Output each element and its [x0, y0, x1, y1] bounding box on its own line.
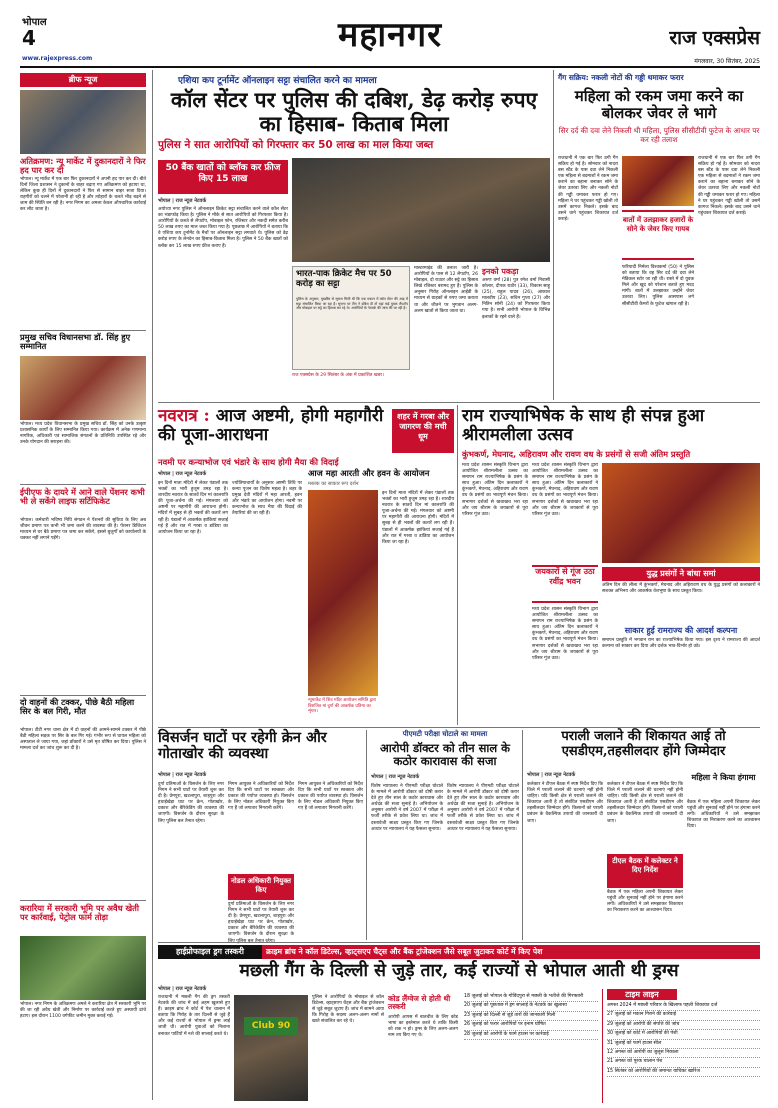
drugs-banner — [158, 945, 760, 959]
brief-headline-3: ईपीएफ के दायरे में आने वाले पेंशनर कभी भी ले सकेंगे लाइफ सर्टिफिकेट — [20, 487, 145, 507]
brief-headline-2: प्रमुख सचिव विधानसभा डॉ. सिंह हुए सम्मानित — [20, 332, 131, 352]
parali-side-body: बैठक में एक महिला अपनी शिकायत लेकर पहुंची और सुनवाई नहीं होने पर हंगामा करने लगी। अधिकारियों ने उसे समझाकर शिकायत का निराकरण करने का आश्वासन दिया। — [687, 800, 760, 830]
visarjan-body-2: निगम आयुक्त ने अधिकारियों को निर्देश दिए कि सभी घाटों पर स्वच्छता और प्रकाश की पर्याप्त व्यवस्था हो। विसर्जन के लिए नोडल अधिकारी नियुक्त किए गए हैं जो लगातार निगरानी करेंगे। — [228, 782, 294, 812]
code-body: आरोपी आपस में बातचीत के लिए कोड भाषा का इस्तेमाल करते थे ताकि किसी को शक न हो। ड्रग्स के लिए अलग-अलग नाम तय किए गए थे। — [388, 1015, 458, 1039]
parali-box: टीएल बैठक में कलेक्टर ने दिए निर्देश — [607, 854, 683, 888]
parali-headline: पराली जलाने की शिकायत आई तो एसडीएम,तहसीलदार होंगे जिम्मेदार — [561, 729, 726, 759]
timeline-item: 12 अगस्त को आरोपी का जुलूस निकाला — [607, 1049, 760, 1058]
timeline-list — [607, 1002, 760, 1077]
betting-body: अयोध्या नगर पुलिस ने ऑनलाइन क्रिकेट सट्टा संचालित करने वाले कॉल सेंटर का भंडाफोड़ किया है। पुलिस ने मौके से सात आरोपियों को गिरफ्तार किया है। आरोपियों के कब्जे से लैपटॉप, मोबाइल फोन, रजिस्टर और नकदी समेत करीब 50 लाख रुपए का माल जब्त किया गया है। पूछताछ में आरोपियों ने बताया कि वे एशिया कप टूर्नामेंट के मैचों पर ऑनलाइन सट्टा लगवाते थे। पुलिस को डेढ़ करोड़ रुपए के लेनदेन का हिसाब-किताब मिला है। पुलिस ने 50 बैंक खातों को ब्लॉक कर 15 लाख रुपए फ्रीज कराए हैं। — [158, 207, 288, 249]
brief-body-5: भोपाल। नगर निगम के अतिक्रमण अमले ने करारिया क्षेत्र में सरकारी भूमि पर की जा रही अवैध खेती और निर्माण पर कार्रवाई करते हुए अस्थायी ढांचे हटाए। इस दौरान 1100 वर्गफीट जमीन मुक्त कराई गई। — [20, 1002, 146, 1020]
ramlila-headline: राम राज्याभिषेक के साथ ही संपन्न हुआ श्रीरामलीला उत्सव — [462, 406, 705, 446]
mid-list-item: 28 जुलाई को आरोपी के फार्म हाउस पर कार्रवाई — [464, 1031, 598, 1040]
story-visarjan — [158, 730, 363, 940]
mid-list-item: 20 जुलाई को पूछताछ में ड्रग सप्लाई के नेटवर्क का खुलासा — [464, 1002, 598, 1011]
navratri-side-head: आज महा आरती और हवन के आयोजन — [308, 468, 430, 478]
doctor-body-2: विशेष न्यायालय ने पीएमटी परीक्षा घोटाले के मामले में आरोपी डॉक्टर को दोषी करार देते हुए तीन साल के कठोर कारावास और अर्थदंड की सजा सुनाई है। अभियोजन के अनुसार आरोपी ने वर्ष 2007 में परीक्षा में फर्जी तरीके से प्रवेश लिया था। जांच में दस्तावेजी साक्ष्य प्रस्तुत किए गए जिनके आधार पर न्यायालय ने यह फैसला सुनाया। — [447, 784, 519, 832]
page-number: 4 — [22, 26, 36, 50]
visarjan-body-3: दुर्गा प्रतिमाओं के विसर्जन के लिए नगर निगम ने सभी घाटों पर तैयारी शुरू कर दी है। प्रेमपुरा, खटलापुरा, शाहपुरा और हथाईखेड़ा घाट पर क्रेन, गोताखोर, प्रकाश और बैरिकेडिंग की व्यवस्था की जाएगी। विसर्जन के दौरान सुरक्षा के — [228, 902, 294, 938]
code-head: कोड लैंग्वेज से होती थी तस्करी — [388, 994, 451, 1012]
ramlila-body-3: मध्य प्रदेश शासन संस्कृति विभाग द्वारा आयोजित श्रीरामलीला उत्सव का समापन राम राज्याभिषेक के प्रसंग के साथ हुआ। अंतिम दिन कलाकारों ने कुंभकर्ण, मेघनाद, अहिरावण और रावण वध के प्रसंगों का भावपूर्ण मंचन किया। सभागार दर्शकों से खचाखच भरा रहा और जय श्रीराम के जयकारों से पूरा परिसर गूंज उठा। — [532, 607, 598, 661]
brief-body-2: भोपाल। मध्य प्रदेश विधानसभा के प्रमुख सचिव डॉ. सिंह को उनके उत्कृष्ट प्रशासनिक कार्यों के लिए सम्मानित किया गया। कार्यक्रम में अनेक गणमान्य नागरिक, अधिकारी एवं सामाजिक संगठनों के प्रतिनिधि उपस्थित रहे और उनके योगदान की सराहना की। — [20, 422, 146, 446]
visarjan-body-4: निगम आयुक्त ने अधिकारियों को निर्देश दिए कि सभी घाटों पर स्वच्छता और प्रकाश की पर्याप्त व्यवस्था हो। विसर्जन के लिए नोडल अधिकारी नियुक्त किए गए हैं जो लगातार निगरानी करेंगे। — [298, 782, 363, 812]
visarjan-headline: विसर्जन घाटों पर रहेगी क्रेन और गोताखोर की व्यवस्था — [158, 729, 327, 763]
story-drugs — [158, 945, 760, 1103]
ramlila-body: मध्य प्रदेश शासन संस्कृति विभाग द्वारा आयोजित श्रीरामलीला उत्सव का समापन राम राज्याभिषेक के प्रसंग के साथ हुआ। अंतिम दिन कलाकारों ने कुंभकर्ण, मेघनाद, अहिरावण और रावण वध के प्रसंगों का भावपूर्ण मंचन किया। सभागार दर्शकों से खचाखच भरा रहा और जय श्रीराम के जयकारों से पूरा परिसर गूंज उठा। — [462, 463, 528, 517]
gold-box: बातों में उलझाकर हजारों के सोने के जेवर किए गायब — [622, 210, 694, 260]
durga-caption: न्यूमार्केट में शिव मंदिर आयोजन समिति द्वारा विराजित मां दुर्गा की आकर्षक प्रतिमा का शृंगार। — [308, 698, 376, 714]
drugs-body-2: पुलिस ने आरोपियों के मोबाइल से कॉल डिटेल्स, व्हाट्सएप चैट्स और बैंक ट्रांजेक्शन से जुड़े सबूत जुटाए हैं। जांच में सामने आया कि गिरोह के सदस्य अलग-अलग नामों से खाते संचालित कर रहे थे। — [312, 995, 384, 1025]
city-label: भोपाल — [22, 17, 47, 28]
story-betting — [158, 70, 550, 400]
story-gold-theft — [558, 70, 760, 400]
navratri-headline — [158, 407, 388, 445]
timeline-item: अगस्त 2024 में मछली परिवार के खिलाफ पहली शिकायत दर्ज — [607, 1002, 760, 1011]
paper-name: राज एक्सप्रेस — [669, 27, 760, 49]
parali-body: कलेक्टर ने टीएल बैठक में स्पष्ट निर्देश दिए कि जिले में पराली जलाने की घटनाएं नहीं होनी चाहिए। यदि किसी क्षेत्र से पराली जलाने की शिकायत आती है तो संबंधित एसडीएम और तहसीलदार जिम्मेदार होंगे। किसानों को पराली प्रबंधन के वैकल्पिक उपायों की जानकारी दी जाए। — [527, 782, 603, 824]
brief-news-column — [20, 70, 146, 1100]
betting-body-3: मास्टरमाइंड की तलाश जारी है। आरोपियों के पास से 12 लैपटॉप, 26 मोबाइल, दो राउटर और सट्टे का हिसाब लिखे रजिस्टर बरामद हुए हैं। पुलिस के अनुसार गिरोह ऑनलाइन आईडी के माध्यम से ग्राहकों से रुपए जमा कराता था और जीतने पर भुगतान अलग-अलग खातों से किया जाता था। — [414, 266, 478, 314]
ramlila-subhead: कुंभकर्ण, मेघनाद, अहिरावण और रावण वध के प्रसंगों से सजी अंतिम प्रस्तुति — [462, 449, 691, 459]
site-url[interactable]: www.rajexpress.com — [22, 55, 93, 62]
issue-date: मंगलवार, 30 सितंबर, 2025 — [694, 58, 760, 65]
poster-caption: राज एक्सप्रेस के 29 सितंबर के अंक में प्रकाशित खबर। — [292, 373, 384, 378]
drugs-byline: भोपाल | राज न्यूज नेटवर्क — [158, 986, 207, 992]
gold-kicker: गैंग सक्रिय: नकली नोटों की गड्डी थमाकर फरार — [558, 73, 684, 82]
timeline-item: 30 जुलाई को कोर्ट में आरोपियों की पेशी — [607, 1030, 760, 1039]
navratri-body-2: ज्योतिषाचार्यों के अनुसार अष्टमी तिथि पर कन्या पूजन का विशेष महत्व है। शहर के प्रमुख देवी मंदिरों में महा आरती, हवन और भंडारे का आयोजन होगा। नवमी पर कन्याभोज के साथ मैया की विदाई की तैयारियां की जा रही हैं। — [232, 481, 302, 517]
story-navratri — [158, 405, 454, 725]
parali-body-3: बैठक में एक महिला अपनी शिकायत लेकर पहुंची और सुनवाई नहीं होने पर हंगामा करने लगी। अधिकारियों ने उसे समझाकर शिकायत का निराकरण करने का आश्वासन दिया। — [607, 890, 683, 914]
ramlila-body-2: मध्य प्रदेश शासन संस्कृति विभाग द्वारा आयोजित श्रीरामलीला उत्सव का समापन राम राज्याभिषेक के प्रसंग के साथ हुआ। अंतिम दिन कलाकारों ने कुंभकर्ण, मेघनाद, अहिरावण और रावण वध के प्रसंगों का भावपूर्ण मंचन किया। सभागार दर्शकों से खचाखच भरा रहा और जय श्रीराम के जयकारों से पूरा परिसर गूंज उठा। — [532, 463, 598, 517]
photo-jewellery — [622, 156, 694, 206]
gold-headline: महिला को रकम जमा करने का बोलकर जेवर ले भागे — [574, 87, 744, 122]
timeline-title: टाइम लाइन — [607, 989, 677, 1000]
betting-kicker: एशिया कप टूर्नामेंट ऑनलाइन सट्टा संचालित करने का मामला — [178, 76, 377, 86]
timeline-item: 29 जुलाई को आरोपी की संपत्ति की जांच — [607, 1021, 760, 1030]
timeline-item: 15 सितंबर को आरोपियों की जमानत याचिका खारिज — [607, 1068, 760, 1077]
ramlila-box: जयकारों से गूंज उठा रवींद्र भवन — [532, 565, 598, 603]
photo-encroachment — [20, 936, 146, 1000]
poster-body: पुलिस के अनुसार, मुखबिर से सूचना मिली थी कि एक मकान में कॉल सेंटर की आड़ में सट्टा संचालित किया जा रहा है। सूचना पर टीम ने दबिश दी तो वहां कई युवक लैपटॉप और मोबाइल पर सट्टे का हिसाब कर रहे थे। आरोपियों के नेटवर्क की जांच की जा रही है। — [296, 297, 408, 311]
brief-news-label: ब्रीफ न्यूज — [20, 73, 146, 87]
navratri-subhead: नवमी पर कन्याभोज एवं भंडारे के साथ होगी मैया की विदाई — [158, 457, 339, 467]
visarjan-box: नोडल अधिकारी नियुक्त किए — [228, 874, 294, 900]
doctor-headline: आरोपी डॉक्टर को तीन साल के कठोर कारावास की सजा — [380, 741, 510, 768]
betting-poster — [292, 266, 410, 370]
visarjan-byline: भोपाल | राज न्यूज नेटवर्क — [158, 772, 207, 778]
navratri-box: शहर में गरबा और जागरण की मची धूम — [392, 409, 454, 453]
photo-ramlila-stage — [602, 463, 760, 563]
gold-body-3: राजधानी में एक बार फिर ठगी गैंग सक्रिय हो गई है। सोमवार को नादरा बस स्टैंड के पास दवा लेने निकली एक महिला से बदमाशों ने रकम जमा कराने का बहाना बनाकर सोने के जेवर उतरवा लिए और नकली नोटों की गड्डी थमाकर फरार हो गए। महिला ने घर पहुंचकर गड्डी खोली तो उसमें कागज निकले। इसके बाद उसने थाने पहुंचकर शिकायत दर्ज कराई। — [698, 156, 760, 216]
brief-body-3: भोपाल। कर्मचारी भविष्य निधि संगठन ने पेंशनरों की सुविधा के लिए अब जीवन प्रमाण पत्र कभी भी जमा करने की व्यवस्था की है। पेंशनर डिजिटल माध्यम से घर बैठे प्रमाण पत्र जमा कर सकेंगे, इससे बुजुर्गों को कार्यालयों के चक्कर नहीं लगाने पड़ेंगे। — [20, 518, 146, 542]
saakar-head: साकार हुई रामराज्य की आदर्श कल्पना — [624, 626, 738, 635]
mid-list-item: 18 जुलाई को भोपाल के गोविंदपुरा से मछली के भतीजे की गिरफ्तारी — [464, 993, 598, 1002]
mid-list-item: 23 जुलाई को दिल्ली से जुड़े तारों की जानकारी मिली — [464, 1012, 598, 1021]
war-body: अंतिम दिन की लीला में कुंभकर्ण, मेघनाद और अहिरावण वध के युद्ध प्रसंगों को कलाकारों ने सशक्त अभिनय और आकर्षक वेशभूषा के साथ प्रस्तुत किया। — [602, 583, 760, 595]
mid-list-item: 26 जुलाई को फरार आरोपियों पर इनाम घोषित — [464, 1021, 598, 1030]
story-parali — [527, 730, 760, 940]
betting-subhead: पुलिस ने सात आरोपियों को गिरफ्तार कर 50 लाख का माल किया जब्त — [158, 139, 434, 151]
brief-body-1: भोपाल। न्यू मार्केट में एक बार फिर दुकानदारों ने अपनी हद पार कर दी। बीते दिनों जिला प्रशासन ने दुकानों के बाहर बढ़ाए गए अतिक्रमण को हटाया था, लेकिन कुछ ही दिनों में दुकानदारों ने फिर से सामान बाहर सजा दिया। राहगीरों को चलने में परेशानी हो रही है और त्योहारों के चलते भीड़ बढ़ने से जाम की स्थिति बन रही है। नगर निगम का अमला केवल औपचारिक कार्रवाई कर लौट जाता है। — [20, 177, 146, 213]
timeline-item: 21 अगस्त को पूरक चालान पेश — [607, 1058, 760, 1067]
timeline-item: 27 जुलाई को मकान गिराने की कार्रवाई — [607, 1011, 760, 1020]
photo-new-market — [20, 90, 146, 154]
brief-body-4: भोपाल। टीटी नगर थाना क्षेत्र में दो वाहनों की आमने-सामने टक्कर में पीछे बैठी महिला सड़क पर सिर के बल गिर गई। गंभीर रूप से घायल महिला को अस्पताल ले जाया गया, जहां डॉक्टरों ने उसे मृत घोषित कर दिया। पुलिस ने मामला दर्ज कर जांच शुरू कर दी है। — [20, 728, 146, 752]
gold-body-2: फरियादी निर्मला विश्वकर्मा (50) ने पुलिस को बताया कि वह सिर दर्द की दवा लेने मेडिकल स्टोर जा रही थी। रास्ते में दो युवक मिले और खुद को परेशान बताते हुए मदद मांगी। बातों में उलझाकर उन्होंने जेवर उतरवा लिए। पुलिस आसपास लगे सीसीटीवी कैमरों के फुटेज खंगाल रही है। — [622, 265, 694, 307]
masthead — [0, 0, 778, 70]
drugs-headline: मछली गैंग के दिल्ली से जुड़े तार, कई राज्यों से भोपाल आती थी ड्रग्स — [239, 961, 679, 981]
betting-byline: भोपाल | राज न्यूज नेटवर्क — [158, 198, 207, 204]
caught-body: अरुण वर्मा (28) पुत्र रमेश वर्मा निवासी कोलार, दीपक राठौर (33), विकास साहू (25), राहुल यादव (26), आकाश मालवीय (23), सचिन गुप्ता (27) और नितिन सोनी (24) को गिरफ्तार किया गया है। सभी आरोपी भोपाल के विभिन्न इलाकों के रहने वाले हैं। — [482, 278, 550, 320]
club-sign: Club 90 — [244, 1017, 298, 1035]
drugs-body: राजधानी में मछली गैंग की ड्रग तस्करी नेटवर्क की जांच में कई अहम खुलासे हुए हैं। क्राइम ब्रांच ने कोर्ट में पेश चालान में बताया कि गिरोह के तार दिल्ली से जुड़े हैं और कई राज्यों से भोपाल में ड्रग्स लाई जाती थी। आरोपी युवाओं को निशाना बनाकर पार्टियों में नशे की सप्लाई करते थे। — [158, 995, 230, 1037]
navratri-headline-text: आज अष्टमी, होगी महागौरी की पूजा-आराधना — [158, 406, 384, 446]
drugs-banner-label: हाईप्रोफाइल ड्रग तस्करी — [158, 945, 262, 959]
brief-headline-5: करारिया में सरकारी भूमि पर अवैध खेती पर कार्रवाई, पेट्रोल फार्म तोड़ा — [20, 903, 139, 923]
doctor-body: विशेष न्यायालय ने पीएमटी परीक्षा घोटाले के मामले में आरोपी डॉक्टर को दोषी करार देते हुए तीन साल के कठोर कारावास और अर्थदंड की सजा सुनाई है। अभियोजन के अनुसार आरोपी ने वर्ष 2007 में परीक्षा में फर्जी तरीके से प्रवेश लिया था। जांच में दस्तावेजी साक्ष्य प्रस्तुत किए गए जिनके आधार पर न्यायालय ने यह फैसला सुनाया। — [371, 784, 443, 832]
parali-body-2: कलेक्टर ने टीएल बैठक में स्पष्ट निर्देश दिए कि जिले में पराली जलाने की घटनाएं नहीं होनी चाहिए। यदि किसी क्षेत्र से पराली जलाने की शिकायत आती है तो संबंधित एसडीएम और तहसीलदार जिम्मेदार होंगे। किसानों को पराली प्रबंधन के वैकल्पिक उपायों की जानकारी दी जाए। — [607, 782, 683, 824]
brief-headline-1: अतिक्रमण: न्यू मार्केट में दुकानदारों ने फिर हद पार कर दी — [20, 156, 146, 176]
timeline-box — [602, 989, 760, 1103]
navratri-headline-label: नवरात्र : — [158, 406, 210, 426]
war-head: युद्ध प्रसंगों ने बांधा समां — [602, 567, 760, 581]
navratri-byline: भोपाल | राज न्यूज नेटवर्क — [158, 471, 207, 477]
doctor-kicker: पीएमटी परीक्षा घोटाले का मामला — [402, 730, 488, 738]
saakar-body: समापन प्रस्तुति में भगवान राम का राज्याभिषेक किया गया। इस दृश्य ने रामराज्य की आदर्श कल्पना को साकार कर दिया और दर्शक भाव-विभोर हो उठे। — [602, 638, 760, 650]
mid-list — [464, 993, 598, 1103]
caught-title: इनको पकड़ा — [482, 267, 519, 276]
navratri-body-3: इन दिनों माता मंदिरों में लेकर पंडालों तक भक्तों का भारी हुजूम उमड़ रहा है। शारदीय नवरात्र के सातवें दिन मां कालरात्रि की पूजा-अर्चना की गई। मंगलवार को अष्टमी पर महागौरी की आराधना होगी। मंदिरों में सुबह से ही भक्तों की कतारें लग रही हैं। पंडालों में आकर्षक झांकियां सजाई गई हैं और रात में गरबा व डांडिया का आयोजन किया जा रहा है। — [382, 491, 454, 545]
section-title: महानगर — [337, 15, 443, 55]
photo-felicitation — [20, 356, 146, 420]
photo-durga-idol — [308, 490, 378, 696]
story-ramlila — [462, 405, 760, 725]
brief-headline-4: दो वाहनों की टक्कर, पीछे बैठी महिला सिर के बल गिरी, मौत — [20, 697, 135, 717]
betting-pullquote: 50 बैंक खातों को ब्लॉक कर फ्रीज किए 15 लाख — [158, 160, 288, 194]
photo-club-building — [234, 995, 308, 1101]
drugs-banner-text: क्राइम ब्रांच ने कॉल डिटेल्स, व्हाट्सएप चैट्स और बैंक ट्रांजेक्शन जैसे सबूत जुटाकर कोर्ट में किए पेश — [266, 947, 543, 956]
navratri-body: इन दिनों माता मंदिरों में लेकर पंडालों तक भक्तों का भारी हुजूम उमड़ रहा है। शारदीय नवरात्र के सातवें दिन मां कालरात्रि की पूजा-अर्चना की गई। मंगलवार को अष्टमी पर महागौरी की आराधना होगी। मंदिरों में सुबह से ही भक्तों की कतारें लग रही हैं। पंडालों में आकर्षक झांकियां सजाई गई हैं और रात में गरबा व डांडिया का आयोजन किया जा रहा है। — [158, 481, 228, 535]
timeline-item: 31 जुलाई को फार्म हाउस सील — [607, 1040, 760, 1049]
parali-side-head: महिला ने किया हंगामा — [691, 773, 756, 782]
poster-title: भारत-पाक क्रिकेट मैच पर 50 करोड़ का सट्टा — [296, 269, 392, 289]
caught-box — [482, 266, 550, 398]
doctor-byline: भोपाल | राज न्यूज नेटवर्क — [371, 774, 420, 780]
story-doctor — [371, 730, 519, 940]
parali-byline: भोपाल | राज न्यूज नेटवर्क — [527, 772, 576, 778]
gold-subhead: सिर दर्द की दवा लेने निकली थी महिला, पुलिस सीसीटीवी फुटेज के आधार पर कर रही तलाश — [558, 126, 760, 144]
code-box — [388, 995, 458, 1101]
navratri-side-sub: मस्तक का साकार रूप दर्शन — [308, 481, 359, 487]
visarjan-body: दुर्गा प्रतिमाओं के विसर्जन के लिए नगर निगम ने सभी घाटों पर तैयारी शुरू कर दी है। प्रेमपुरा, खटलापुरा, शाहपुरा और हथाईखेड़ा घाट पर क्रेन, गोताखोर, प्रकाश और बैरिकेडिंग की व्यवस्था की जाएगी। विसर्जन के दौरान सुरक्षा के लिए पुलिस बल तैनात रहेगा। — [158, 782, 224, 824]
photo-arrested-accused — [292, 158, 550, 262]
gold-body: राजधानी में एक बार फिर ठगी गैंग सक्रिय हो गई है। सोमवार को नादरा बस स्टैंड के पास दवा लेने निकली एक महिला से बदमाशों ने रकम जमा कराने का बहाना बनाकर सोने के जेवर उतरवा लिए और नकली नोटों की गड्डी थमाकर फरार हो गए। महिला ने घर पहुंचकर गड्डी खोली तो उसमें कागज निकले। इसके बाद उसने थाने पहुंचकर शिकायत दर्ज कराई। — [558, 156, 618, 222]
betting-headline: कॉल सेंटर पर पुलिस की दबिश, डेढ़ करोड़ रुपए का हिसाब- किताब मिला — [170, 87, 538, 136]
